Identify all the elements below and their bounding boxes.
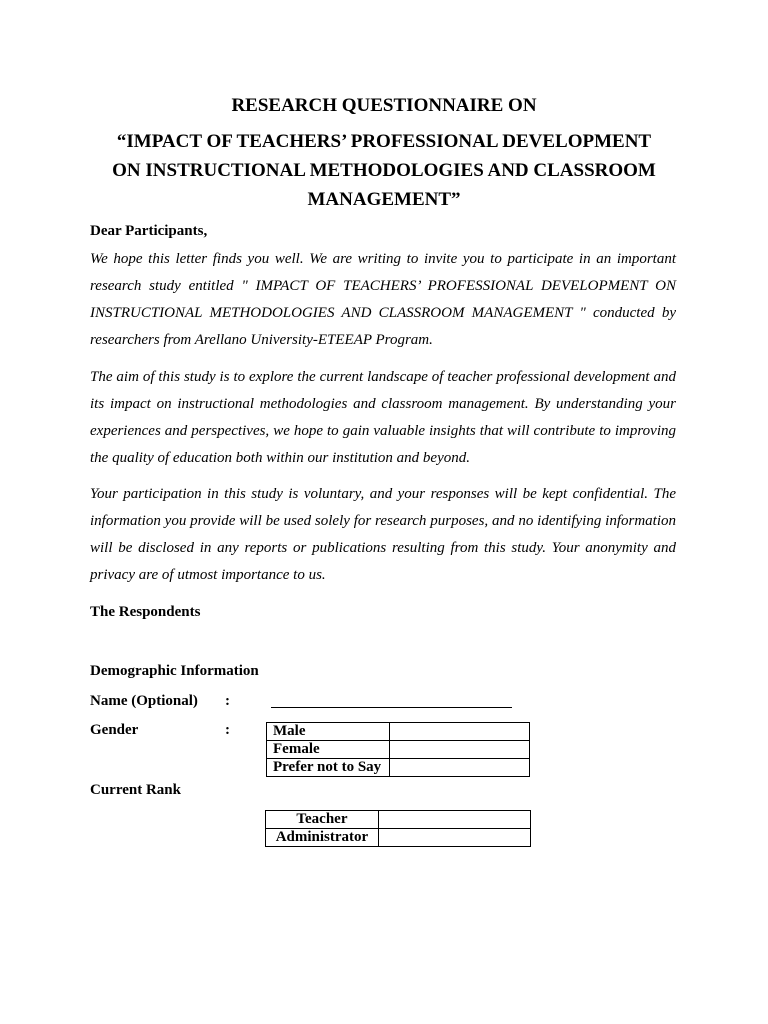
gender-option-row: [267, 741, 530, 759]
current-rank-label: Current Rank: [90, 782, 181, 798]
study-title-line-1: “IMPACT OF TEACHERS’ PROFESSIONAL DEVELOPMENT: [116, 131, 652, 152]
gender-option-row: [267, 759, 530, 777]
name-label: Name (Optional): [90, 693, 198, 709]
confidentiality-paragraph: Your participation in this study is voluntary, and your responses will be kept confidential. The information you provide will be used solely for research purposes, and no identifying information will be disclosed in any reports or publications resulting from this study. Your anonymity and privacy are of utmost importance to us.: [90, 486, 676, 583]
name-input-line[interactable]: [271, 707, 512, 708]
gender-option-checkbox-prefer-not-to-say[interactable]: [389, 759, 529, 777]
aim-paragraph: The aim of this study is to explore the current landscape of teacher professional development and its impact on instructional methodologies and classroom management. By understanding your experiences and perspectives, we hope to gain valuable insights that will contribute to improving the quality of education both within our institution and beyond.: [90, 369, 676, 466]
rank-option-checkbox-teacher[interactable]: [378, 811, 530, 829]
gender-option-checkbox-male[interactable]: [389, 723, 529, 741]
rank-option-row: [266, 829, 531, 847]
gender-label: Gender: [90, 722, 139, 738]
study-title-line-3: MANAGEMENT”: [307, 189, 461, 210]
respondents-heading: The Respondents: [90, 604, 201, 620]
study-title-line-2: ON INSTRUCTIONAL METHODOLOGIES AND CLASSROOM: [112, 160, 656, 181]
study-title: [0, 127, 768, 214]
rank-option-label: Teacher: [266, 811, 379, 829]
rank-option-label: Administrator: [266, 829, 379, 847]
gender-option-checkbox-female[interactable]: [389, 741, 529, 759]
gender-options-table: [266, 722, 530, 777]
gender-colon: :: [225, 722, 230, 738]
rank-option-row: [266, 811, 531, 829]
gender-option-label: Prefer not to Say: [267, 759, 390, 777]
gender-option-label: Male: [267, 723, 390, 741]
rank-option-checkbox-administrator[interactable]: [378, 829, 530, 847]
intro-paragraph: We hope this letter finds you well. We are writing to invite you to participate in an important research study entitled " IMPACT OF TEACHERS’ PROFESSIONAL DEVELOPMENT ON INSTRUCTIONAL METHODOLOGIES AND CLASSROOM MANAGEMENT " conducted by researchers from Arellano University-ETEEAP Program.: [90, 251, 676, 348]
name-colon: :: [225, 693, 230, 709]
gender-option-row: [267, 723, 530, 741]
rank-options-table: [265, 810, 531, 847]
gender-option-label: Female: [267, 741, 390, 759]
salutation: Dear Participants,: [90, 223, 208, 239]
document-title: RESEARCH QUESTIONNAIRE ON: [231, 95, 537, 116]
demographic-heading: Demographic Information: [90, 663, 259, 679]
